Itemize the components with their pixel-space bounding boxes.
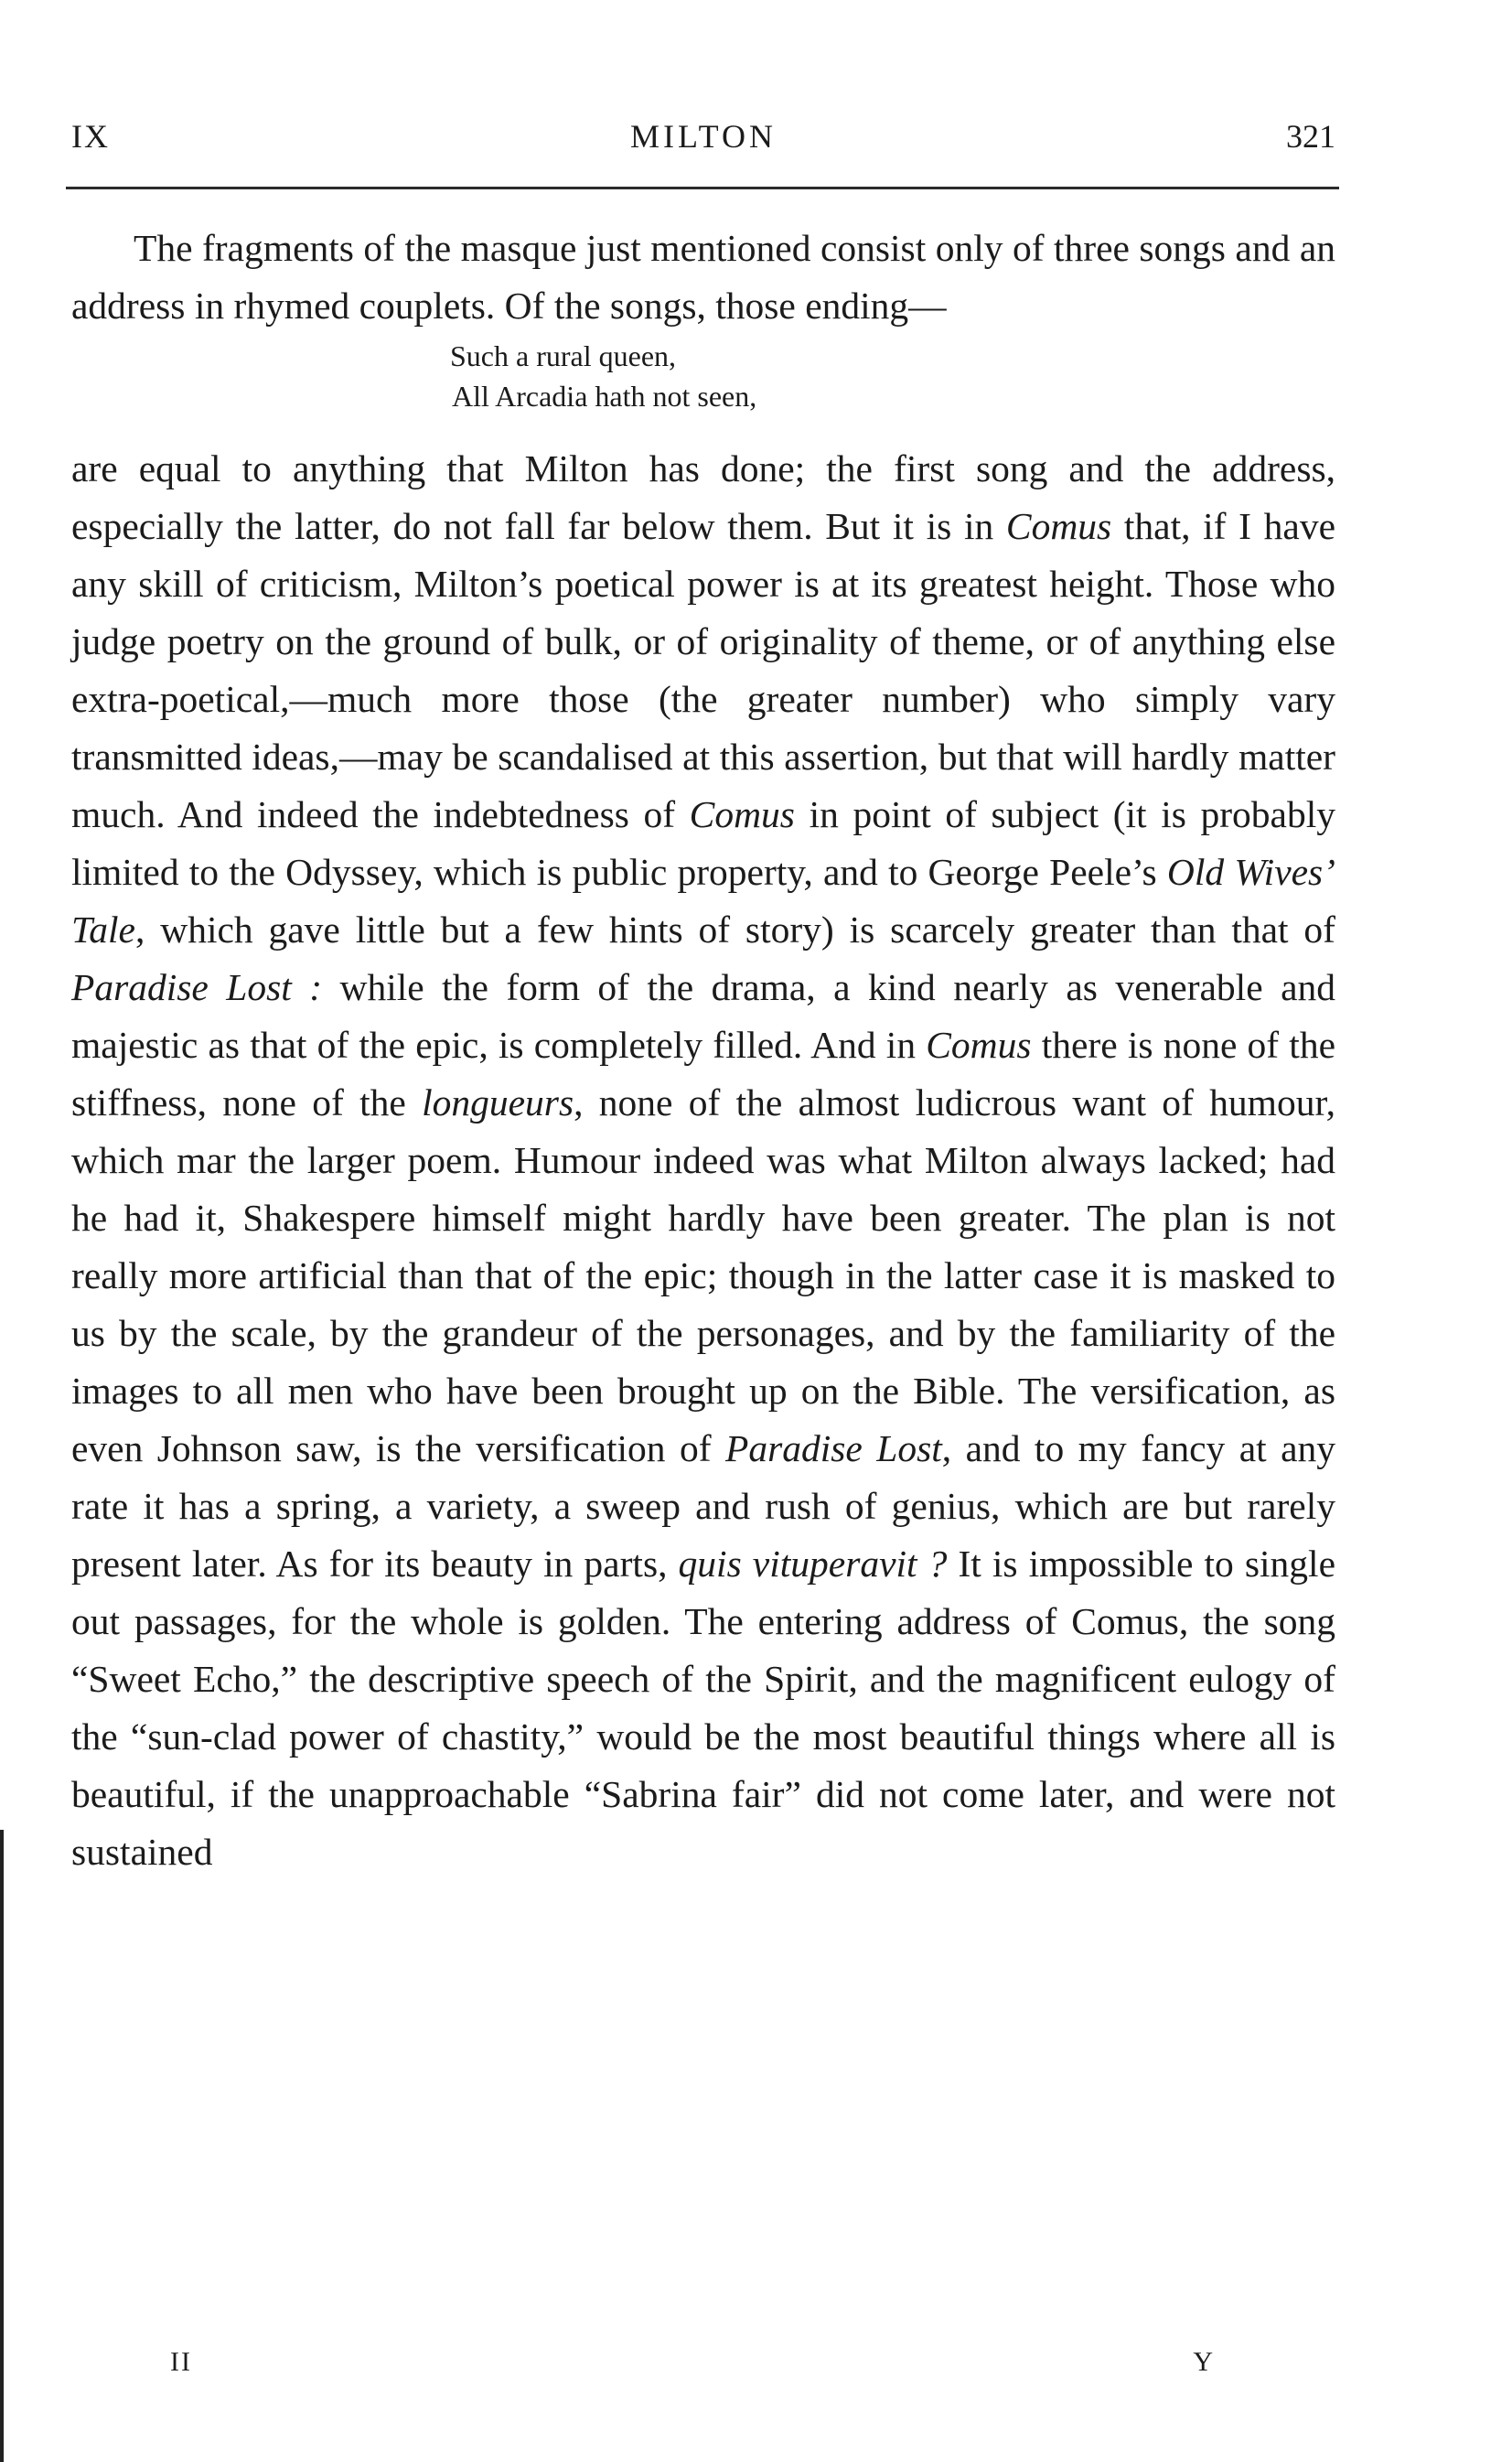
text-run: , and to my fancy at any rate it has a spring, a variety, a sweep and rush of genius, which are but rarely present later. As for its beauty in parts, xyxy=(71,1427,1335,1585)
text-run: , which gave little but a few hints of story) is scarcely greater than that of xyxy=(134,908,1335,951)
title-paradise-lost: Paradise Lost xyxy=(724,1427,942,1469)
body-text xyxy=(71,220,1335,1881)
verse-line-2: All Arcadia hath not seen, xyxy=(452,380,757,413)
text-run: are equal to anything that Milton has done; the first song and the address, especially the latter, do not fall far below them. But it is in xyxy=(71,447,1335,547)
text-run: while the form of the drama, a kind nearly as venerable and majestic as that of the epic, is completely filled. And in xyxy=(71,966,1335,1066)
signature-volume: II xyxy=(170,2347,192,2377)
chapter-number: IX xyxy=(71,118,110,155)
verse-line-1: Such a rural queen, xyxy=(450,339,677,372)
text-run: in point of subject (it is probably limited to the Odyssey, which is public property, and to George Peele’s xyxy=(71,793,1335,893)
running-title: MILTON xyxy=(629,118,777,155)
latin-quote: quis vituperavit ? xyxy=(678,1543,948,1585)
paragraph-intro: The fragments of the masque just mentioned consist only of three songs and an address in rhymed couplets. Of the songs, those ending— xyxy=(71,227,1335,327)
title-paradise-lost: Paradise Lost : xyxy=(71,966,323,1008)
title-old-wives-tale: Old Wives’ Tale xyxy=(71,851,1336,951)
title-comus: Comus xyxy=(926,1024,1032,1066)
text-run: , none of the almost ludicrous want of humour, which mar the larger poem. Humour indeed was what Milton always lacked; had he had it, Shakespere himself might hardly have been greater. The plan is not really more artificial than that of the epic; though in the latter case it is masked to us by the scale, by the grandeur of the personages, and by the familiarity of the images to all men who have been brought up on the Bible. The versification, as even Johnson saw, is the versification of xyxy=(71,1081,1335,1469)
title-comus: Comus xyxy=(689,793,795,835)
scan-edge-line xyxy=(0,1830,4,2462)
term-longueurs: longueurs xyxy=(422,1081,574,1123)
page-number: 321 xyxy=(1286,118,1335,155)
text-run: It is impossible to single out passages, for the whole is golden. The entering address of Comus, the song “Sweet Echo,” the descriptive speech of the Spirit, and the magnificent eulogy of the “sun-clad power of chastity,” would be the most beautiful things where all is beautiful, if the unapproachable “Sabrina fair” did not come later, and were not sustained xyxy=(71,1543,1335,1873)
text-run: there is none of the stiffness, none of the xyxy=(71,1024,1335,1123)
running-header xyxy=(71,117,1335,168)
title-comus: Comus xyxy=(1005,505,1112,547)
paragraph-main xyxy=(71,440,1335,1881)
signature-letter: Y xyxy=(1193,2347,1213,2377)
verse-quotation xyxy=(71,336,1335,416)
header-rule xyxy=(66,187,1339,189)
text-run: that, if I have any skill of criticism, Milton’s poetical power is at its greatest height. Those who judge poetry on the ground of bulk, or of originality of theme, or of anything else extra-poetical,—much more those (the greater number) who simply vary transmitted ideas,—may be scandalised at this assertion, but that will hardly matter much. And indeed the indebtedness of xyxy=(71,505,1335,835)
